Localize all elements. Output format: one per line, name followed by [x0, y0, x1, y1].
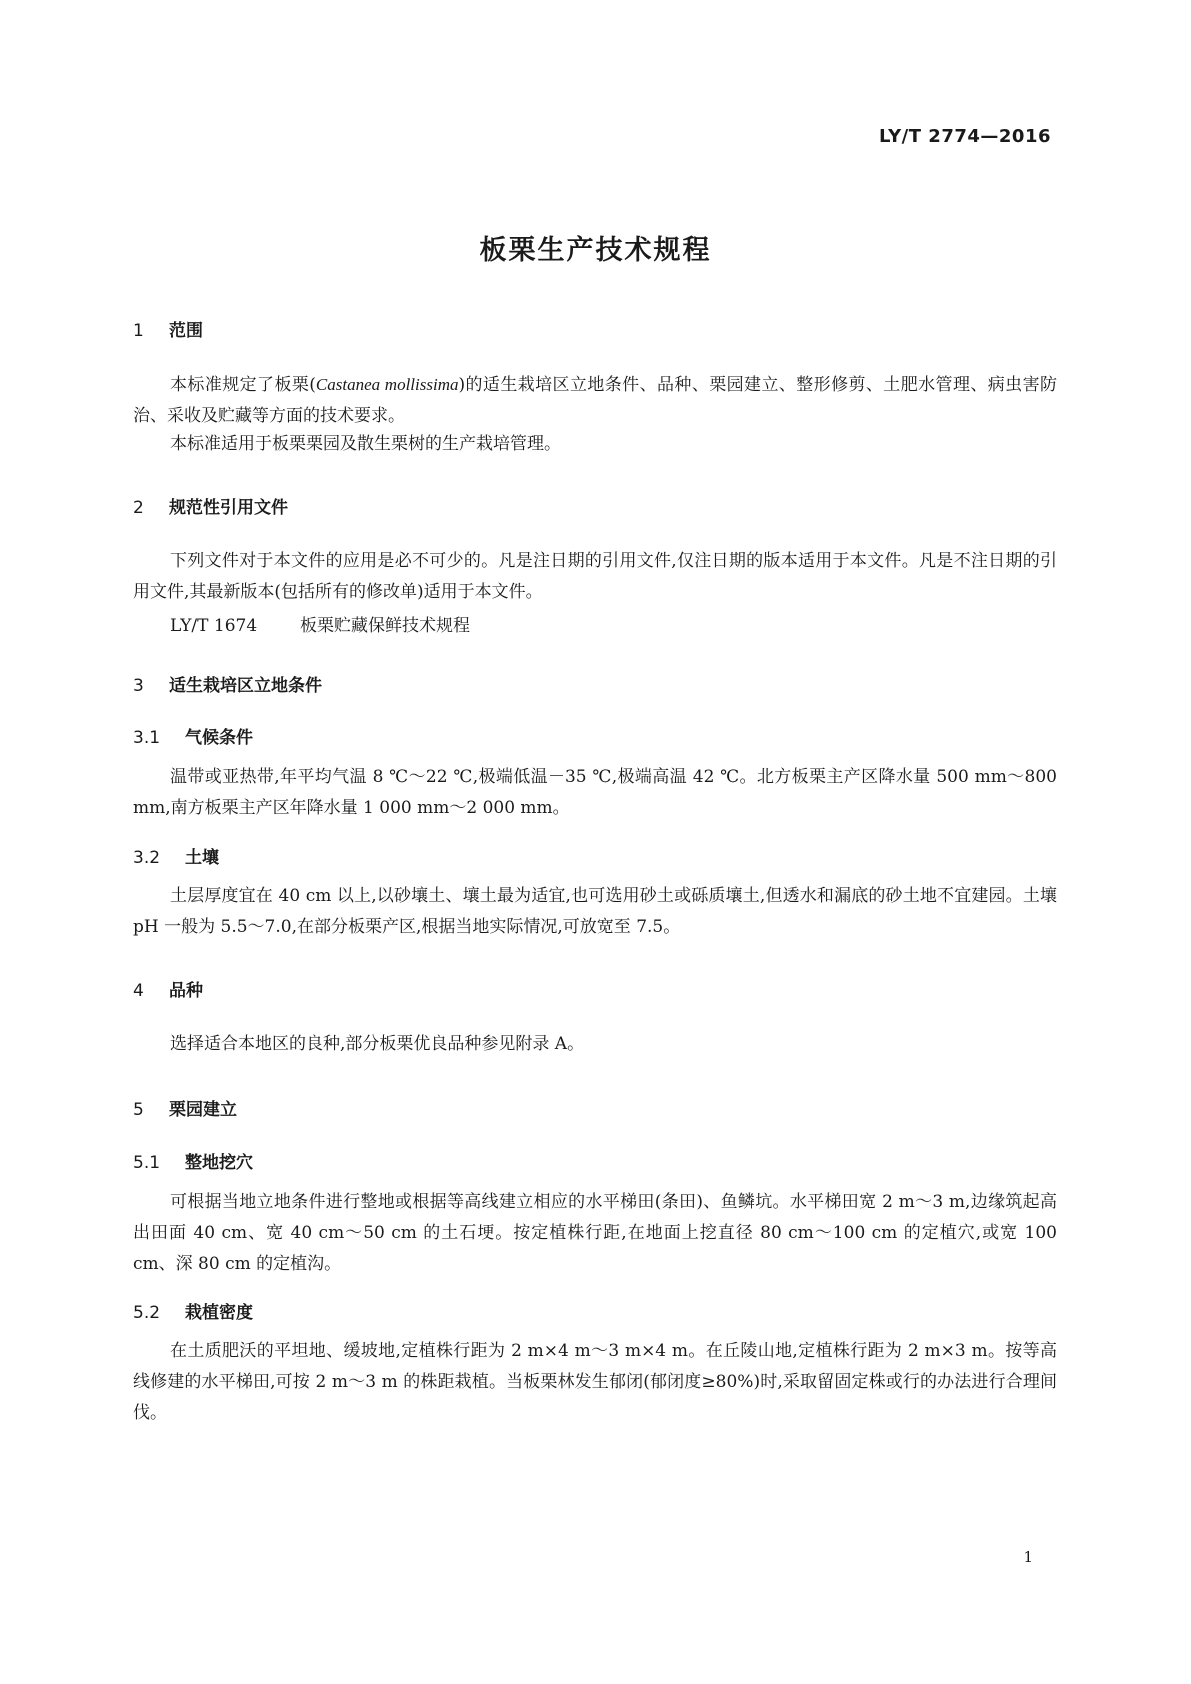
- normative-reference: [170, 611, 470, 636]
- section-3-2-heading: [133, 843, 219, 868]
- section-5-2-heading: [133, 1298, 253, 1323]
- section-1-paragraph-1: [133, 369, 1057, 432]
- section-5-2-paragraph: 在土质肥沃的平坦地、缓坡地,定植株行距为 2 m×4 m～3 m×4 m。在丘陵山地,定植株行距为 2 m×3 m。按等高线修建的水平梯田,可按 2 m～3 m 的株距栽植。当板栗林发生郁闭(郁闭度≥80%)时,采取留固定株或行的办法进行合理间伐。: [133, 1341, 1057, 1423]
- section-title: 气候条件: [185, 728, 253, 748]
- text-run: 本标准规定了板栗(: [170, 375, 316, 395]
- section-3-1-paragraph: 温带或亚热带,年平均气温 8 ℃～22 ℃,极端低温－35 ℃,极端高温 42 ℃。北方板栗主产区降水量 500 mm～800 mm,南方板栗主产区年降水量 1 000 mm～2 000 mm。: [133, 767, 1057, 818]
- page-number: 1: [1023, 1548, 1033, 1566]
- section-5-heading: [133, 1095, 237, 1120]
- section-title: 栗园建立: [169, 1100, 237, 1120]
- reference-code: LY/T 1674: [170, 616, 258, 636]
- section-number: 3.1: [133, 728, 161, 748]
- section-5-1-paragraph: 可根据当地立地条件进行整地或根据等高线建立相应的水平梯田(条田)、鱼鳞坑。水平梯田宽 2 m～3 m,边缘筑起高出田面 40 cm、宽 40 cm～50 cm 的土石埂。按定植株行距,在地面上挖直径 80 cm～100 cm 的定植穴,或宽 100 cm、深 80 cm 的定植沟。: [133, 1192, 1057, 1274]
- document-title: 板栗生产技术规程: [479, 235, 712, 266]
- section-number: 2: [133, 498, 144, 518]
- section-number: 5.1: [133, 1153, 161, 1173]
- section-3-1-heading: [133, 723, 253, 748]
- section-number: 5.2: [133, 1303, 161, 1323]
- section-2-heading: [133, 493, 288, 518]
- section-number: 3.2: [133, 848, 161, 868]
- latin-name: Castanea mollissima: [315, 375, 459, 394]
- text-run: )的适生栽培区立地条件、品种、栗园建立、整形修剪、土肥水管理、病虫害防治、采收及贮藏等方面的技术要求。: [133, 375, 1057, 426]
- section-1-paragraph-2: 本标准适用于板栗栗园及散生栗树的生产栽培管理。: [170, 434, 561, 454]
- section-3-2-paragraph: 土层厚度宜在 40 cm 以上,以砂壤土、壤土最为适宜,也可选用砂土或砾质壤土,但透水和漏底的砂土地不宜建园。土壤 pH 一般为 5.5～7.0,在部分板栗产区,根据当地实际情况,可放宽至 7.5。: [133, 886, 1057, 937]
- section-number: 3: [133, 676, 144, 696]
- section-4-heading: [133, 976, 203, 1001]
- section-number: 5: [133, 1100, 144, 1120]
- standard-code: LY/T 2774—2016: [878, 126, 1051, 147]
- section-3-heading: [133, 671, 322, 696]
- reference-title: 板栗贮藏保鲜技术规程: [300, 616, 470, 636]
- section-title: 土壤: [185, 848, 219, 868]
- section-2-paragraph-1: 下列文件对于本文件的应用是必不可少的。凡是注日期的引用文件,仅注日期的版本适用于本文件。凡是不注日期的引用文件,其最新版本(包括所有的修改单)适用于本文件。: [133, 551, 1057, 602]
- section-5-1-heading: [133, 1148, 253, 1173]
- section-title: 品种: [169, 981, 203, 1001]
- section-title: 范围: [169, 321, 203, 341]
- section-title: 规范性引用文件: [169, 498, 288, 518]
- section-title: 适生栽培区立地条件: [169, 676, 322, 696]
- section-number: 1: [133, 321, 144, 341]
- section-1-heading: [133, 316, 203, 341]
- section-title: 整地挖穴: [185, 1153, 253, 1173]
- section-4-paragraph: 选择适合本地区的良种,部分板栗优良品种参见附录 A。: [170, 1034, 585, 1054]
- section-number: 4: [133, 981, 144, 1001]
- section-title: 栽植密度: [185, 1303, 253, 1323]
